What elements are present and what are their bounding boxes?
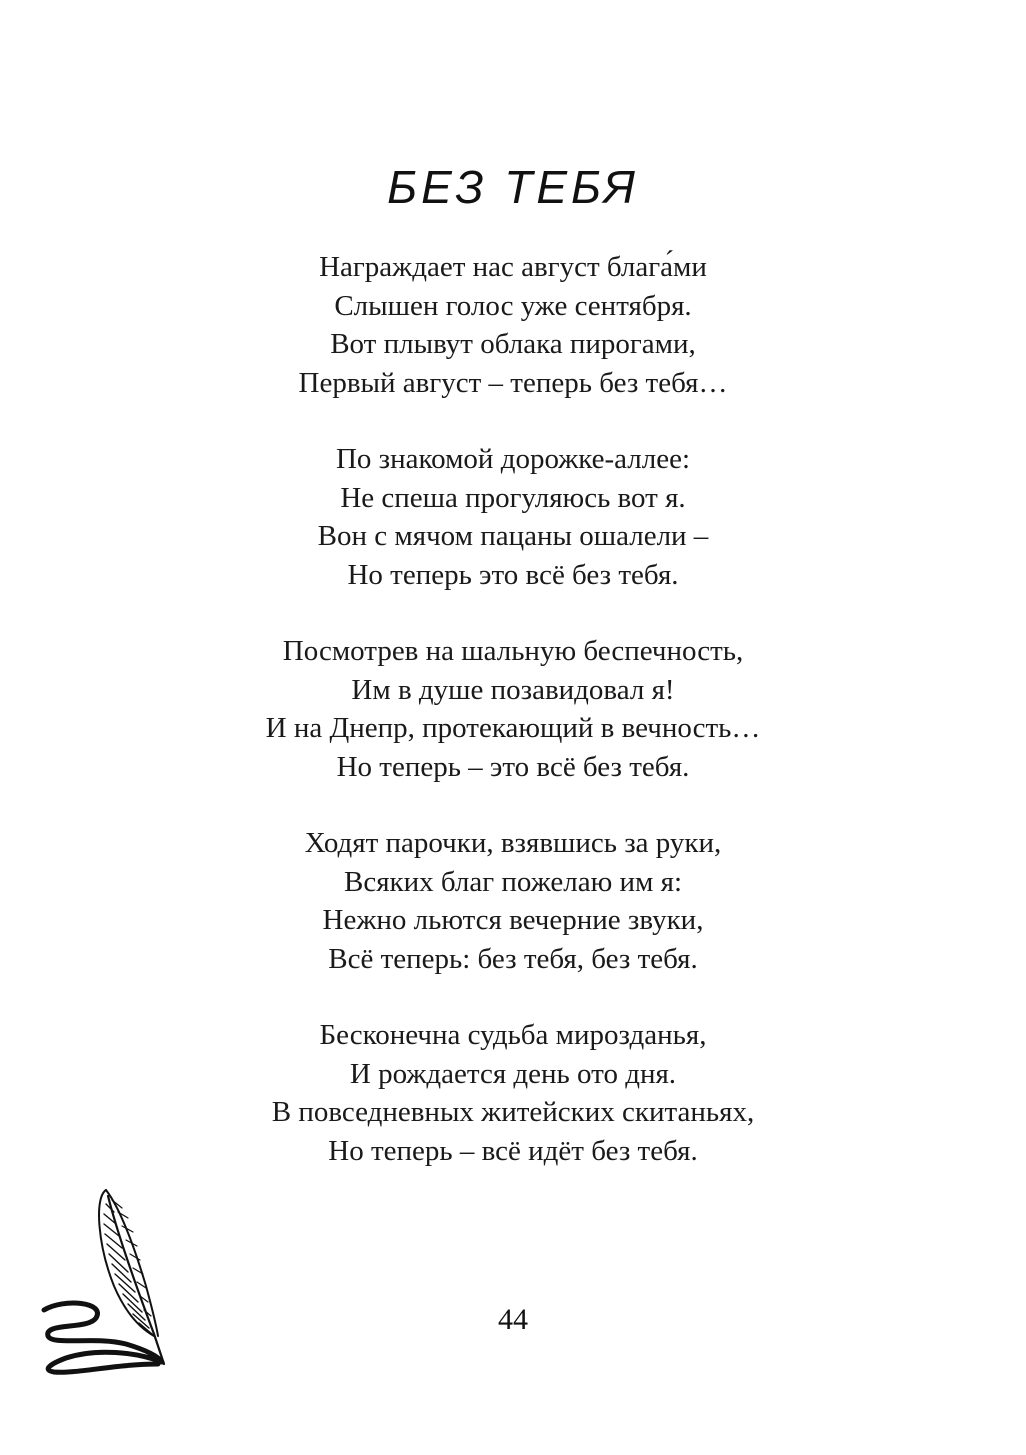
page-number: 44 (498, 1303, 528, 1336)
poem-line: Но теперь – всё идёт без тебя. (328, 1134, 698, 1167)
poem-line: Посмотрев на шальную беспечность, (282, 635, 744, 667)
poem-line: Всяких благ пожелаю им я: (343, 865, 683, 898)
poem-line: В повседневных житейских скитаньях, (271, 1096, 755, 1128)
quill-feather-icon (36, 1186, 176, 1376)
poem-line: И на Днепр, протекающий в вечность… (265, 712, 761, 744)
poem-line: Вон с мячом пацаны ошалели – (317, 520, 709, 552)
poem-line: Награждает нас август блага́ми (319, 251, 707, 283)
poem-line: По знакомой дорожке-аллее: (335, 443, 691, 475)
stanza-3 (0, 632, 1026, 786)
poem-body (0, 248, 1026, 1208)
poem-line: Бесконечна судьба мирозданья, (319, 1019, 707, 1051)
poem-line: Но теперь – это всё без тебя. (336, 750, 690, 783)
poem-line: Вот плывут облака пирогами, (330, 328, 696, 360)
poem-line: Нежно льются вечерние звуки, (322, 904, 704, 936)
poem-line: Им в душе позавидовал я! (351, 673, 675, 706)
poem-line: Ходят парочки, взявшись за руки, (304, 827, 722, 859)
stanza-4 (0, 824, 1026, 978)
poem-title: БЕЗ ТЕБЯ (387, 161, 639, 213)
poem-line: Но теперь это всё без тебя. (347, 558, 679, 591)
stanza-5 (0, 1016, 1026, 1170)
poem-line: Первый август – теперь без тебя… (298, 366, 728, 399)
stanza-1 (0, 248, 1026, 402)
poem-line: Не спеша прогуляюсь вот я. (340, 481, 686, 514)
poem-line: Всё теперь: без тебя, без тебя. (328, 942, 698, 975)
poem-line: И рождается день ото дня. (349, 1057, 677, 1090)
poem-line: Слышен голос уже сентября. (334, 289, 692, 322)
stanza-2 (0, 440, 1026, 594)
